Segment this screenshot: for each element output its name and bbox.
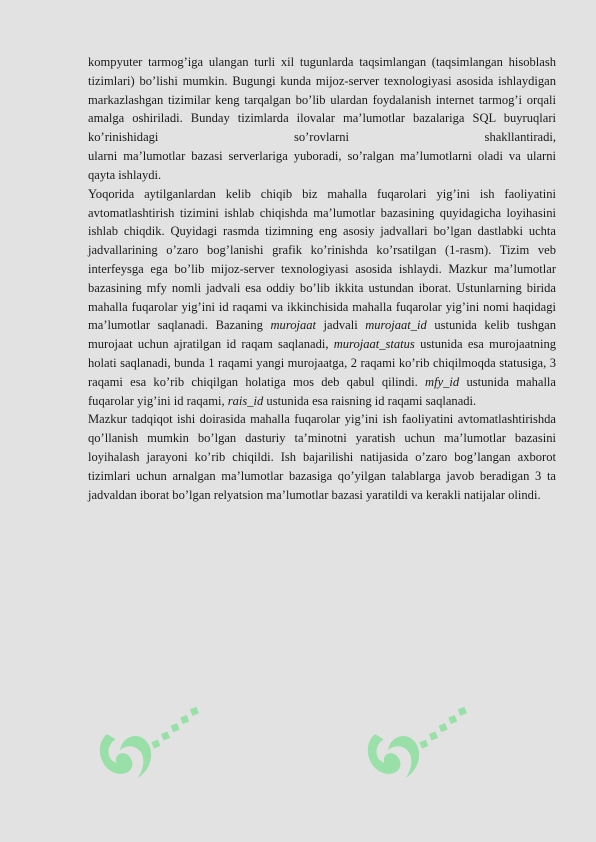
paragraph-text: ularni ma’lumotlar bazasi serverlariga yuboradi, so’ralgan ma’lumotlarni oladi va ularni qayta ishlaydi. — [88, 149, 556, 182]
paragraph — [88, 53, 556, 147]
italic-identifier: murojaat — [270, 318, 317, 333]
body-text — [88, 53, 556, 505]
italic-identifier: murojaat_status — [333, 337, 415, 352]
paragraph-text: ustunida esa murojaatning holati saqlanadi, bunda 1 raqami yangi murojaatga, 2 raqami ko’rib chiqilmoqda statusiga, 3 raqami esa ko’rib chiqilgan holatiga mos deb qabul qilindi. — [88, 337, 556, 389]
paragraph-text: ustunida mahalla fuqarolar yig’ini id raqami, — [88, 374, 556, 408]
watermark-logo-right — [356, 700, 506, 790]
paragraph-text: Yoqorida aytilganlardan kelib chiqib biz mahalla fuqarolari yig’ini ish faoliyatini avtomatlashtirish tizimini ishlab chiqishda ma’lumotlar bazasining quyidagicha loyihasini ishlab chiqdik. Quyidagi rasmda tizimning eng asosiy jadvallari bo’lgan dastlabki uchta jadvallarining o’zaro bog’lanishi grafik ko’rinishda ko’rsatilgan (1-rasm). Tizim veb interfeysga ega bo’lib mijoz-server texnologiyasi asosida ishlaydi. Mazkur ma’lumotlar bazasining mfy nomli jadvali esa oddiy bo’lib ikkita ustundan iborat. Ustunlarning birida mahalla fuqarolar yig’ini id raqami va ikkinchisida mahalla fuqarolar yig’ini nomi haqidagi ma’lumotlar saqlanadi. Bazaning — [88, 186, 556, 333]
paragraph — [88, 410, 556, 504]
paragraph-text: Mazkur tadqiqot ishi doirasida mahalla fuqarolar yig’ini ish faoliyatini avtomatlashtirishda qo’llanish mumkin bo’lgan dasturiy ta’minotni yaratish uchun ma’lumotlar bazasini loyihalash jarayoni ko’rib chiqildi. Ish bajarilishi natijasida o’zaro bog’langan axborot tizimlari uchun arnalgan ma’lumotlar bazasiga qo’yilgan talablarga javob beradigan 3 ta jadvaldan iborat bo’lgan relyatsion ma’lumotlar bazasi yaratildi va kerakli natijalar olindi. — [88, 412, 556, 502]
italic-identifier: rais_id — [227, 393, 264, 408]
watermark-logo-left — [88, 700, 238, 790]
paragraph-text: jadvali — [316, 318, 366, 333]
italic-identifier: murojaat_id — [365, 318, 427, 333]
paragraph-text: ustunida kelib tushgan murojaat uchun ajratilgan id raqam saqlanadi, — [88, 318, 556, 352]
paragraph — [88, 185, 556, 411]
paragraph-text: ustunida esa raisning id raqami saqlanadi. — [263, 393, 477, 408]
italic-identifier: mfy_id — [425, 374, 460, 389]
paragraph-text: kompyuter tarmog’iga ulangan turli xil tugunlarda taqsimlangan (taqsimlangan hisoblash tizimlari) bo’lishi mumkin. Bugungi kunda mijoz-server texnologiyasi asosida ishlaydigan markazlashgan tizimilar keng tarqalgan bo’lib ulardan foydalanish internet tarmog’i orqali amalga oshiriladi. Bunday tizimlarda ilovalar ma’lumotlar bazalariga SQL buyruqlari ko’rinishidagi so’rovlarni shakllantiradi, — [88, 55, 556, 145]
paragraph — [88, 147, 556, 185]
